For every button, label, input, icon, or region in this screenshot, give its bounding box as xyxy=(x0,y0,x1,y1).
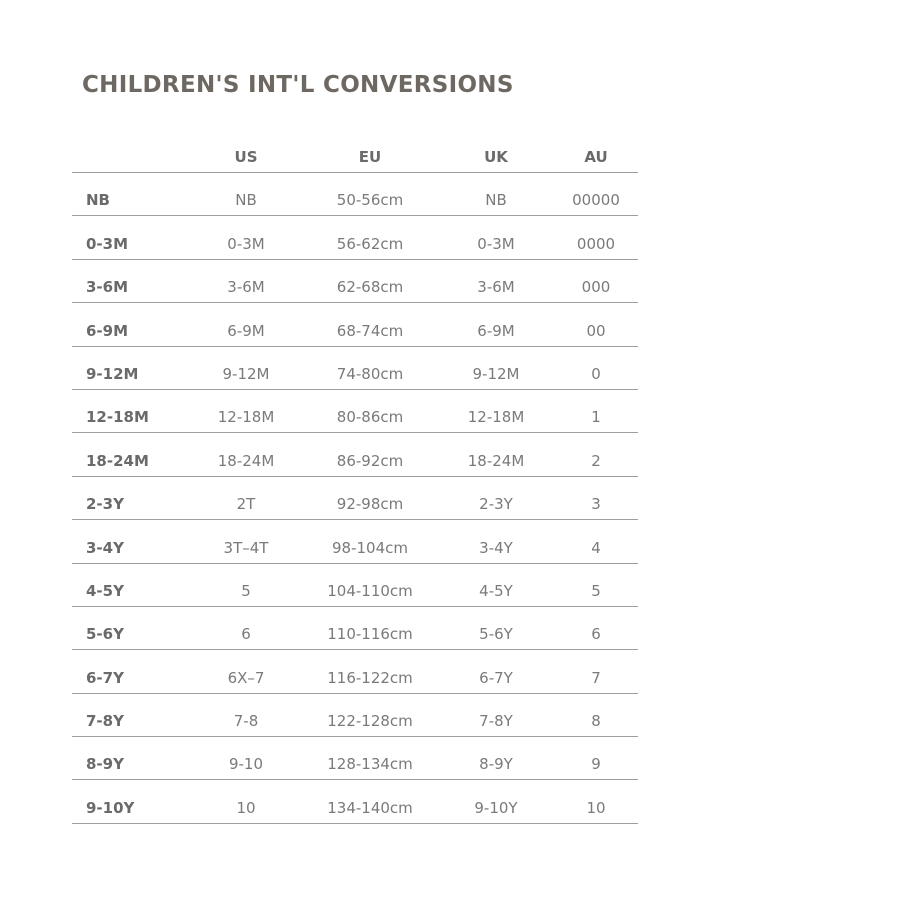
cell-us: 2T xyxy=(236,495,256,514)
cell-us: 18-24M xyxy=(217,451,275,470)
cell-au: 7 xyxy=(591,668,601,687)
row-size-label: 3-6M xyxy=(86,278,129,297)
cell-uk: 6-7Y xyxy=(479,668,513,687)
row-size-label: NB xyxy=(86,191,110,210)
row-size-label: 6-7Y xyxy=(86,668,124,687)
cell-uk: 18-24M xyxy=(467,451,525,470)
cell-us: 10 xyxy=(236,798,256,817)
cell-eu: 80-86cm xyxy=(336,408,404,427)
table-row xyxy=(72,780,638,823)
cell-us: 9-10 xyxy=(228,755,264,774)
cell-au: 4 xyxy=(591,538,601,557)
cell-eu: 56-62cm xyxy=(336,234,404,253)
cell-us: 12-18M xyxy=(217,408,275,427)
cell-uk: 3-6M xyxy=(477,278,515,297)
row-size-label: 9-10Y xyxy=(86,798,135,817)
table-row xyxy=(72,216,638,259)
table-row xyxy=(72,477,638,520)
cell-us: 0-3M xyxy=(227,234,265,253)
cell-eu: 104-110cm xyxy=(327,581,413,600)
cell-eu: 86-92cm xyxy=(336,451,404,470)
cell-eu: 128-134cm xyxy=(327,755,413,774)
cell-uk: 4-5Y xyxy=(479,581,513,600)
table-row xyxy=(72,607,638,650)
conversion-table xyxy=(72,140,638,824)
cell-us: 3-6M xyxy=(227,278,265,297)
cell-us: 6 xyxy=(241,625,251,644)
table-row xyxy=(72,520,638,563)
cell-au: 000 xyxy=(581,278,611,297)
cell-uk: 9-12M xyxy=(472,364,520,383)
cell-us: 6X–7 xyxy=(227,668,265,687)
page-title: CHILDREN'S INT'L CONVERSIONS xyxy=(82,72,514,98)
cell-eu: 122-128cm xyxy=(327,712,413,731)
cell-au: 6 xyxy=(591,625,601,644)
cell-au: 00 xyxy=(586,321,606,340)
cell-au: 10 xyxy=(586,798,606,817)
row-size-label: 3-4Y xyxy=(86,538,124,557)
cell-us: 6-9M xyxy=(227,321,265,340)
cell-au: 8 xyxy=(591,712,601,731)
table-row xyxy=(72,564,638,607)
row-size-label: 4-5Y xyxy=(86,581,124,600)
row-size-label: 9-12M xyxy=(86,364,139,383)
column-header-uk: UK xyxy=(484,148,508,166)
column-header-eu: EU xyxy=(358,148,382,166)
cell-au: 5 xyxy=(591,581,601,600)
cell-us: 9-12M xyxy=(222,364,270,383)
cell-eu: 50-56cm xyxy=(336,191,404,210)
cell-au: 0000 xyxy=(576,234,616,253)
column-header-au: AU xyxy=(584,148,608,166)
row-size-label: 2-3Y xyxy=(86,495,124,514)
table-row xyxy=(72,260,638,303)
cell-uk: 0-3M xyxy=(477,234,515,253)
cell-us: 7-8 xyxy=(233,712,259,731)
row-size-label: 7-8Y xyxy=(86,712,124,731)
cell-uk: 3-4Y xyxy=(479,538,513,557)
table-row xyxy=(72,737,638,780)
cell-au: 9 xyxy=(591,755,601,774)
row-size-label: 18-24M xyxy=(86,451,149,470)
cell-au: 2 xyxy=(591,451,601,470)
cell-eu: 134-140cm xyxy=(327,798,413,817)
cell-uk: 8-9Y xyxy=(479,755,513,774)
table-body xyxy=(72,173,638,824)
cell-uk: 6-9M xyxy=(477,321,515,340)
table-row xyxy=(72,390,638,433)
table-row xyxy=(72,173,638,216)
table-row xyxy=(72,433,638,476)
table-row xyxy=(72,347,638,390)
cell-au: 0 xyxy=(591,364,601,383)
cell-eu: 116-122cm xyxy=(327,668,413,687)
table-row xyxy=(72,303,638,346)
cell-uk: 12-18M xyxy=(467,408,525,427)
cell-uk: 9-10Y xyxy=(474,798,518,817)
table-header-row xyxy=(72,140,638,173)
cell-uk: 7-8Y xyxy=(479,712,513,731)
cell-eu: 92-98cm xyxy=(336,495,404,514)
cell-us: 3T–4T xyxy=(223,538,269,557)
table-row xyxy=(72,694,638,737)
cell-uk: NB xyxy=(485,191,507,210)
cell-au: 3 xyxy=(591,495,601,514)
row-size-label: 12-18M xyxy=(86,408,149,427)
row-size-label: 5-6Y xyxy=(86,625,124,644)
cell-au: 00000 xyxy=(572,191,620,210)
cell-eu: 110-116cm xyxy=(327,625,413,644)
cell-uk: 5-6Y xyxy=(479,625,513,644)
cell-eu: 98-104cm xyxy=(332,538,408,557)
cell-us: NB xyxy=(235,191,257,210)
column-header-us: US xyxy=(234,148,258,166)
table-row xyxy=(72,650,638,693)
row-size-label: 6-9M xyxy=(86,321,129,340)
cell-us: 5 xyxy=(241,581,251,600)
row-size-label: 8-9Y xyxy=(86,755,124,774)
cell-eu: 74-80cm xyxy=(336,364,404,383)
cell-uk: 2-3Y xyxy=(479,495,513,514)
cell-eu: 68-74cm xyxy=(336,321,404,340)
row-size-label: 0-3M xyxy=(86,234,129,253)
cell-eu: 62-68cm xyxy=(336,278,404,297)
cell-au: 1 xyxy=(591,408,601,427)
